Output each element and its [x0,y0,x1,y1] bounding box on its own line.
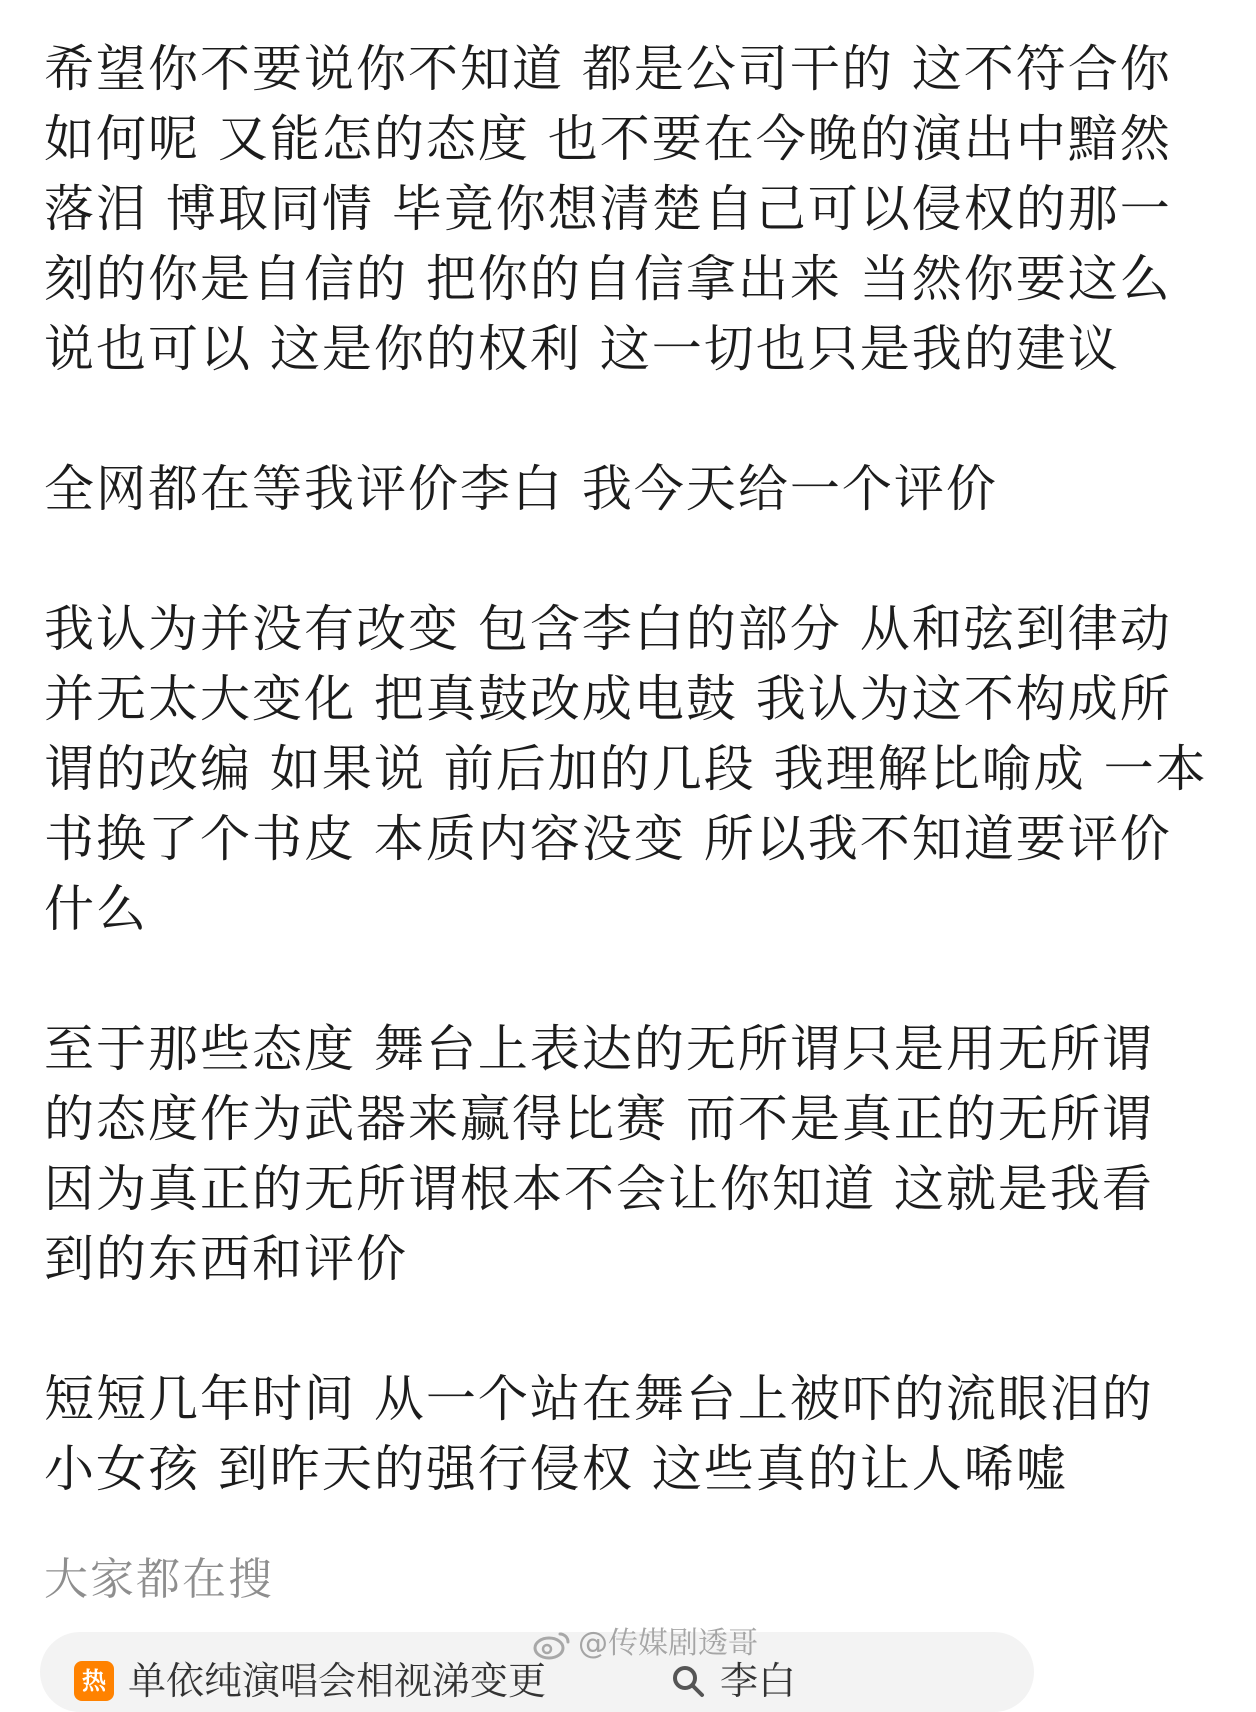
text-line: 谓的改编 如果说 前后加的几段 我理解比喻成 一本 [44,740,1208,798]
search-icon [670,1663,706,1699]
text-line: 说也可以 这是你的权利 这一切也只是我的建议 [44,320,1120,378]
watermark [532,1622,758,1666]
text-line: 的态度作为武器来赢得比赛 而不是真正的无所谓 [44,1090,1154,1148]
post-paragraph [44,454,1214,524]
text-line: 因为真正的无所谓根本不会让你知道 这就是我看 [44,1160,1154,1218]
text-line: 到的东西和评价 [44,1230,408,1288]
post-paragraph [44,1364,1214,1504]
text-line: 至于那些态度 舞台上表达的无所谓只是用无所谓 [44,1020,1154,1078]
post-paragraph [44,594,1214,944]
text-line: 全网都在等我评价李白 我今天给一个评价 [44,460,998,518]
trending-search-title: 大家都在搜 [44,1554,274,1605]
text-line: 如何呢 又能怎的态度 也不要在今晚的演出中黯然 [44,110,1172,168]
text-line: 落泪 博取同情 毕竟你想清楚自己可以侵权的那一 [44,180,1172,238]
text-line: 什么 [44,880,148,938]
watermark-text: @传媒剧透哥 [578,1626,758,1661]
text-line: 刻的你是自信的 把你的自信拿出来 当然你要这么 [44,250,1172,308]
text-line: 希望你不要说你不知道 都是公司干的 这不符合你 [44,40,1172,98]
hot-search-icon: 热 [74,1661,114,1701]
post-body [44,34,1214,1574]
text-line: 我认为并没有改变 包含李白的部分 从和弦到律动 [44,600,1172,658]
text-line: 书换了个书皮 本质内容没变 所以我不知道要评价 [44,810,1172,868]
text-line: 短短几年时间 从一个站在舞台上被吓的流眼泪的 [44,1370,1154,1428]
post-paragraph [44,1014,1214,1294]
trending-search-label: 李白 [720,1659,797,1703]
text-line: 小女孩 到昨天的强行侵权 这些真的让人唏嘘 [44,1440,1068,1498]
weibo-logo-icon [532,1628,572,1660]
text-line: 并无太大变化 把真鼓改成电鼓 我认为这不构成所 [44,670,1172,728]
trending-search-item[interactable] [74,1656,546,1706]
trending-search-label: 单依纯演唱会相视涕变更 [128,1659,547,1703]
post-paragraph [44,34,1214,384]
